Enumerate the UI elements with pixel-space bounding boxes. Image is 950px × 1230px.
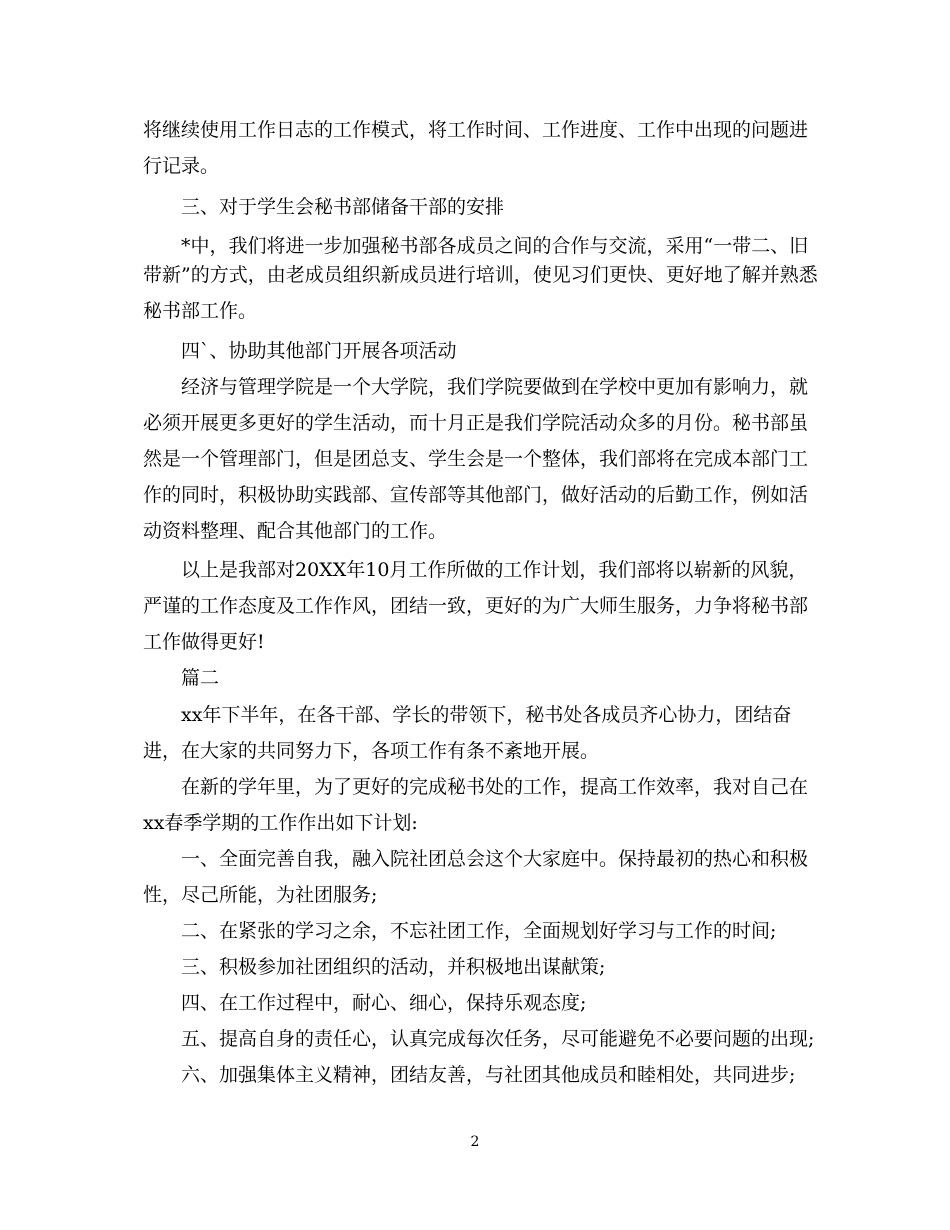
text-line: 带新”的方式，由老成员组织新成员进行培训，使见习们更快、更好地了解并熟悉	[143, 264, 818, 286]
text-line: 秘书部工作。	[143, 300, 258, 322]
section-heading: 四`、协助其他部门开展各项活动	[181, 340, 457, 362]
section-heading: 三、对于学生会秘书部储备干部的安排	[181, 196, 505, 218]
text-line: 以上是我部对20XX年10月工作所做的工作计划，我们部将以崭新的风貌，	[181, 559, 808, 581]
text-line: 必须开展更多更好的学生活动，而十月正是我们学院活动众多的月份。秘书部虽	[143, 412, 809, 434]
text-line: 在新的学年里，为了更好的完成秘书处的工作，提高工作效率，我对自己在	[181, 776, 809, 798]
list-item: 一、全面完善自我，融入院社团总会这个大家庭中。保持最初的热心和积极	[181, 848, 809, 870]
text-line: 然是一个管理部门，但是团总支、学生会是一个整体，我们部将在完成本部门工	[143, 448, 809, 470]
list-item: 六、加强集体主义精神，团结友善，与社团其他成员和睦相处，共同进步;	[181, 1064, 796, 1086]
list-item: 五、提高自身的责任心，认真完成每次任务，尽可能避免不必要问题的出现;	[181, 1028, 815, 1050]
page-number: 2	[470, 1134, 480, 1150]
text-line: 进，在大家的共同努力下，各项工作有条不紊地开展。	[143, 740, 600, 762]
list-item: 四、在工作过程中，耐心、细心，保持乐观态度;	[181, 992, 587, 1014]
text-line: 严谨的工作态度及工作作风，团结一致，更好的为广大师生服务，力争将秘书部	[143, 595, 809, 617]
text-line: 经济与管理学院是一个大学院，我们学院要做到在学校中更加有影响力，就	[181, 376, 809, 398]
text-line: 行记录。	[143, 155, 220, 177]
text-line: 动资料整理、配合其他部门的工作。	[143, 520, 448, 542]
list-item: 二、在紧张的学习之余，不忘社团工作，全面规划好学习与工作的时间;	[181, 920, 777, 942]
text-line: xx春季学期的工作作出如下计划:	[143, 812, 418, 834]
text-line: 工作做得更好!	[143, 631, 265, 653]
text-line: 作的同时，积极协助实践部、宣传部等其他部门，做好活动的后勤工作，例如活	[143, 484, 809, 506]
list-item-continuation: 性，尽己所能，为社团服务;	[143, 884, 378, 906]
text-line: 将继续使用工作日志的工作模式，将工作时间、工作进度、工作中出现的问题进	[143, 119, 809, 141]
section-heading: 篇二	[181, 667, 220, 689]
text-line: *中，我们将进一步加强秘书部各成员之间的合作与交流，采用“一带二、旧	[181, 235, 809, 257]
list-item: 三、积极参加社团组织的活动，并积极地出谋献策;	[181, 956, 606, 978]
text-line: xx年下半年，在各干部、学长的带领下，秘书处各成员齐心协力，团结奋	[181, 704, 792, 726]
